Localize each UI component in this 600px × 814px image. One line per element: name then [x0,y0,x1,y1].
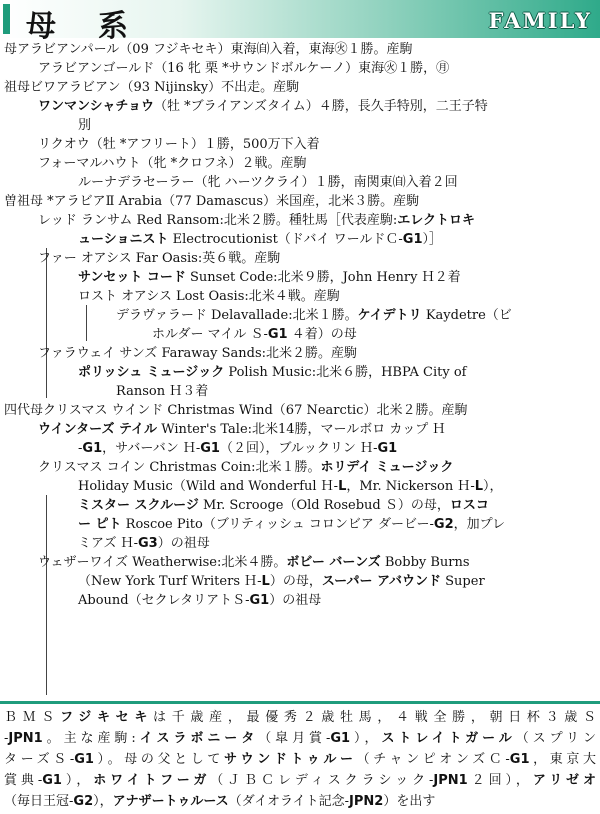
granddam-produce-3-child: ルーナデラセーラー（牝 ハーツクライ）１勝，南関東㉂入着２回 [78,175,458,190]
roscoe-pito-line-cont: ミアズ Ｈ-G3）の祖母 [78,536,210,551]
horse-name: アリゼオ [532,773,596,788]
granddam-produce-1: ワンマンシャチョウ（牡 *ブライアンズタイム）４勝，長久手特別，二王子特 [38,99,488,114]
red-ransom-line-cont: ューショニスト Electrocutionist（ドバイ ワールドＣ-G1）］ [78,232,443,247]
section-divider [0,701,600,704]
horse-name: ウインターズ テイル [38,422,158,437]
dam-line: 母アラビアンパール（09 フジキセキ）東海㉂入着，東海㊋１勝。産駒 [4,42,413,57]
lost-oasis-line: ロスト オアシス Lost Oasis:北米４戦。産駒 [78,289,340,304]
bms-line-5: （毎日王冠-G2），アナザートゥルース（ダイオライト記念-JPN2）を出す [4,794,436,809]
bms-line-3: ターズＳ-G1）。母の父としてサウンドトゥルー（チャンピオンズＣ-G1，東京大 [4,752,596,767]
far-oasis-line: ファー オアシス Far Oasis:英６戦。産駒 [38,251,281,266]
polish-music-line: ポリッシュ ミュージック Polish Music:北米６勝，HBPA City of [78,365,467,380]
horse-name: ワンマンシャチョウ [38,99,155,114]
weatherwise-line: ウェザーワイズ Weatherwise:北米４勝。ボビー バーンズ Bobby Burns [38,555,470,570]
pedigree-text [0,40,600,610]
mr-scrooge-line: ミスター スクルージ Mr. Scrooge（Old Rosebud Ｓ）の母，ロスコ [78,498,489,513]
faraway-sands-line: ファラウェイ サンズ Faraway Sands:北米２勝。産駒 [38,346,358,361]
header-title: 母 系 [26,9,134,44]
bms-paragraph [0,707,600,812]
fourth-dam-line: 四代母クリスマス ウインド Christmas Wind（67 Nearctic）北米２勝。産駒 [4,403,468,418]
header-accent-bar [3,4,10,34]
christmas-coin-line: クリスマス コイン Christmas Coin:北米１勝。ホリデイ ミュージック [38,460,454,475]
horse-name: ー ピト [78,517,122,532]
horse-name: ケイデトリ [357,308,422,323]
horse-name: ロスコ [449,498,489,513]
horse-name: イスラボニータ [135,731,259,746]
super-abound-line-cont: Abound（セクレタリアトＳ-G1）の祖母 [78,593,322,608]
winters-tale-line: ウインターズ テイル Winter's Tale:北米14勝，マールボロ カップ Ｈ [38,422,446,437]
horse-name: ューショニスト [78,232,169,247]
horse-name: ミスター スクルージ [78,498,199,513]
section-header [0,0,600,44]
horse-name: ホワイトフーガ [93,773,211,788]
header-family-label: FAMILY [488,8,592,33]
granddam-line: 祖母ビワアラビアン（93 Nijinsky）不出走。産駒 [4,80,300,95]
bms-line-1: ＢＭＳフジキセキは千歳産，最優秀２歳牡馬，４戦全勝，朝日杯３歳Ｓ [4,710,596,725]
roscoe-pito-line: ー ピト Roscoe Pito（ブリティッシュ コロンビア ダービー-G2，加プレ [78,517,506,532]
bms-line-2: -JPN1。主な産駒:イスラボニータ（皐月賞-G1），ストレイトガール（スプリン [4,731,596,746]
red-ransom-line: レッド ランサム Red Ransom:北米２勝。種牡馬［代表産駒:エレクトロキ [38,213,475,228]
horse-name: エレクトロキ [397,213,475,228]
horse-name: サウンドトゥルー [224,752,357,767]
winters-tale-line-cont: -G1，サバーバン Ｈ-G1（２回），ブルックリン Ｈ-G1 [78,441,398,456]
delavallade-line: デラヴァラード Delavallade:北米１勝。ケイデトリ Kaydetre（ビ [116,308,512,323]
polish-music-line-cont: Ranson Ｈ３着 [116,384,209,399]
granddam-produce-3: フォーマルハウト（牝 *クロフネ）２戦。産駒 [38,156,307,171]
horse-name: ストレイトガール [381,731,516,746]
horse-name: ホリデイ ミュージック [320,460,454,475]
delavallade-line-cont: ホルダー マイル Ｓ-G1 ４着）の母 [152,327,357,342]
sunset-code-line: サンセット コード Sunset Code:北米９勝，John Henry Ｈ２着 [78,270,461,285]
bms-line-4: 賞典-G1），ホワイトフーガ（ＪＢＣレディスクラシック-JPN1２回），アリゼオ [4,773,596,788]
horse-name: ボビー バーンズ [286,555,381,570]
dam-produce-line: アラビアンゴールド（16 牝 栗 *サウンドボルケーノ）東海㊋１勝，㊊ [38,61,450,76]
granddam-produce-2: リクオウ（牡 *アフリート）１勝，500万下入着 [38,137,320,152]
great-granddam-line: 曽祖母 *アラビアⅡ Arabia（77 Damascus）米国産，北米３勝。産駒 [4,194,420,209]
horse-name: アナザートゥルース [112,794,229,809]
horse-name: サンセット コード [78,270,186,285]
granddam-produce-1-cont: 別 [78,118,92,133]
horse-name: スーパー アバウンド [321,574,442,589]
holiday-music-line: Holiday Music（Wild and Wonderful Ｈ-L，Mr. Nickerson Ｈ-L）， [78,479,503,494]
horse-name: ポリッシュ ミュージック [78,365,225,380]
bobby-burns-line-cont: （New York Turf Writers Ｈ-L）の母，スーパー アバウンド Super [78,574,485,589]
horse-name: フジキセキ [60,710,154,725]
